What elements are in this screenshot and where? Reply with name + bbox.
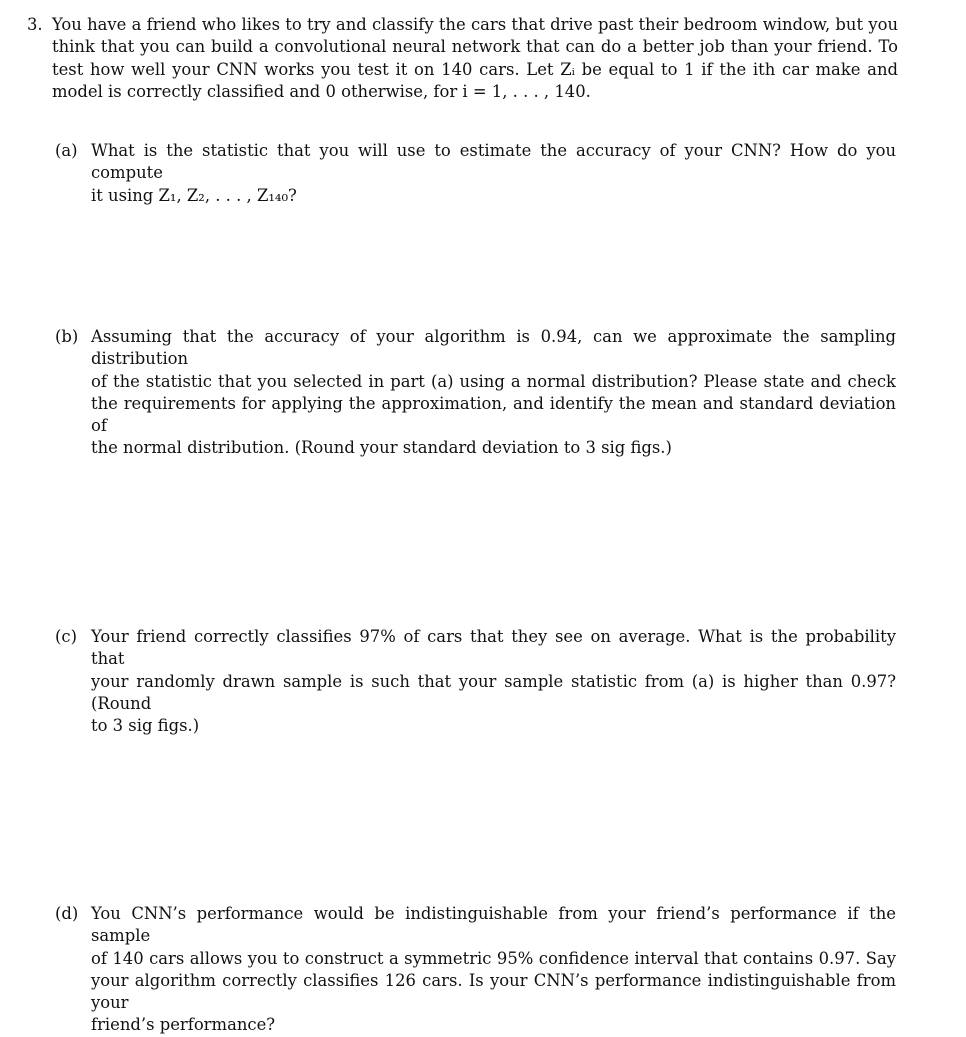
part-b-line: the requirements for applying the approximation, and identify the mean and standard deviation of	[91, 393, 896, 436]
part-c-line: Your friend correctly classifies 97% of cars that they see on average. What is the probability that	[91, 627, 896, 669]
part-d-text	[91, 903, 896, 1037]
part-d-label: (d)	[55, 904, 79, 923]
part-c-line: to 3 sig figs.)	[91, 716, 200, 736]
part-d-line: of 140 cars allows you to construct a symmetric 95% confidence interval that contains 0.97. Say	[91, 948, 896, 968]
part-c-line: your randomly drawn sample is such that your sample statistic from (a) is higher than 0.97? (Round	[91, 671, 896, 713]
intro-line: You have a friend who likes to try and classify the cars that drive past their bedroom window, but you	[52, 15, 898, 34]
part-d-line: friend’s performance?	[91, 1015, 276, 1035]
part-b-text	[91, 326, 896, 460]
part-c-label: (c)	[55, 627, 77, 646]
question-number: 3.	[27, 15, 43, 34]
part-c-text	[91, 626, 896, 737]
part-b-label: (b)	[55, 327, 79, 346]
part-d-line: your algorithm correctly classifies 126 cars. Is your CNN’s performance indistinguishable from your	[91, 970, 896, 1013]
part-a-text	[91, 140, 896, 207]
intro-line: think that you can build a convolutional neural network that can do a better job than your friend. To	[52, 37, 898, 57]
part-d-line: You CNN’s performance would be indistinguishable from your friend’s performance if the sample	[91, 904, 896, 946]
question-intro	[52, 14, 898, 103]
intro-line: model is correctly classified and 0 otherwise, for i = 1, . . . , 140.	[52, 81, 591, 101]
part-a-line: it using Z₁, Z₂, . . . , Z₁₄₀?	[91, 185, 297, 205]
part-b-line: the normal distribution. (Round your standard deviation to 3 sig figs.)	[91, 438, 672, 458]
part-a-line: What is the statistic that you will use to estimate the accuracy of your CNN? How do you compute	[91, 141, 896, 183]
part-b-line: of the statistic that you selected in part (a) using a normal distribution? Please state and check	[91, 371, 896, 391]
intro-line: test how well your CNN works you test it on 140 cars. Let Zᵢ be equal to 1 if the ith car make and	[52, 59, 898, 79]
part-a-label: (a)	[55, 141, 78, 160]
part-b-line: Assuming that the accuracy of your algorithm is 0.94, can we approximate the sampling distribution	[91, 327, 896, 369]
